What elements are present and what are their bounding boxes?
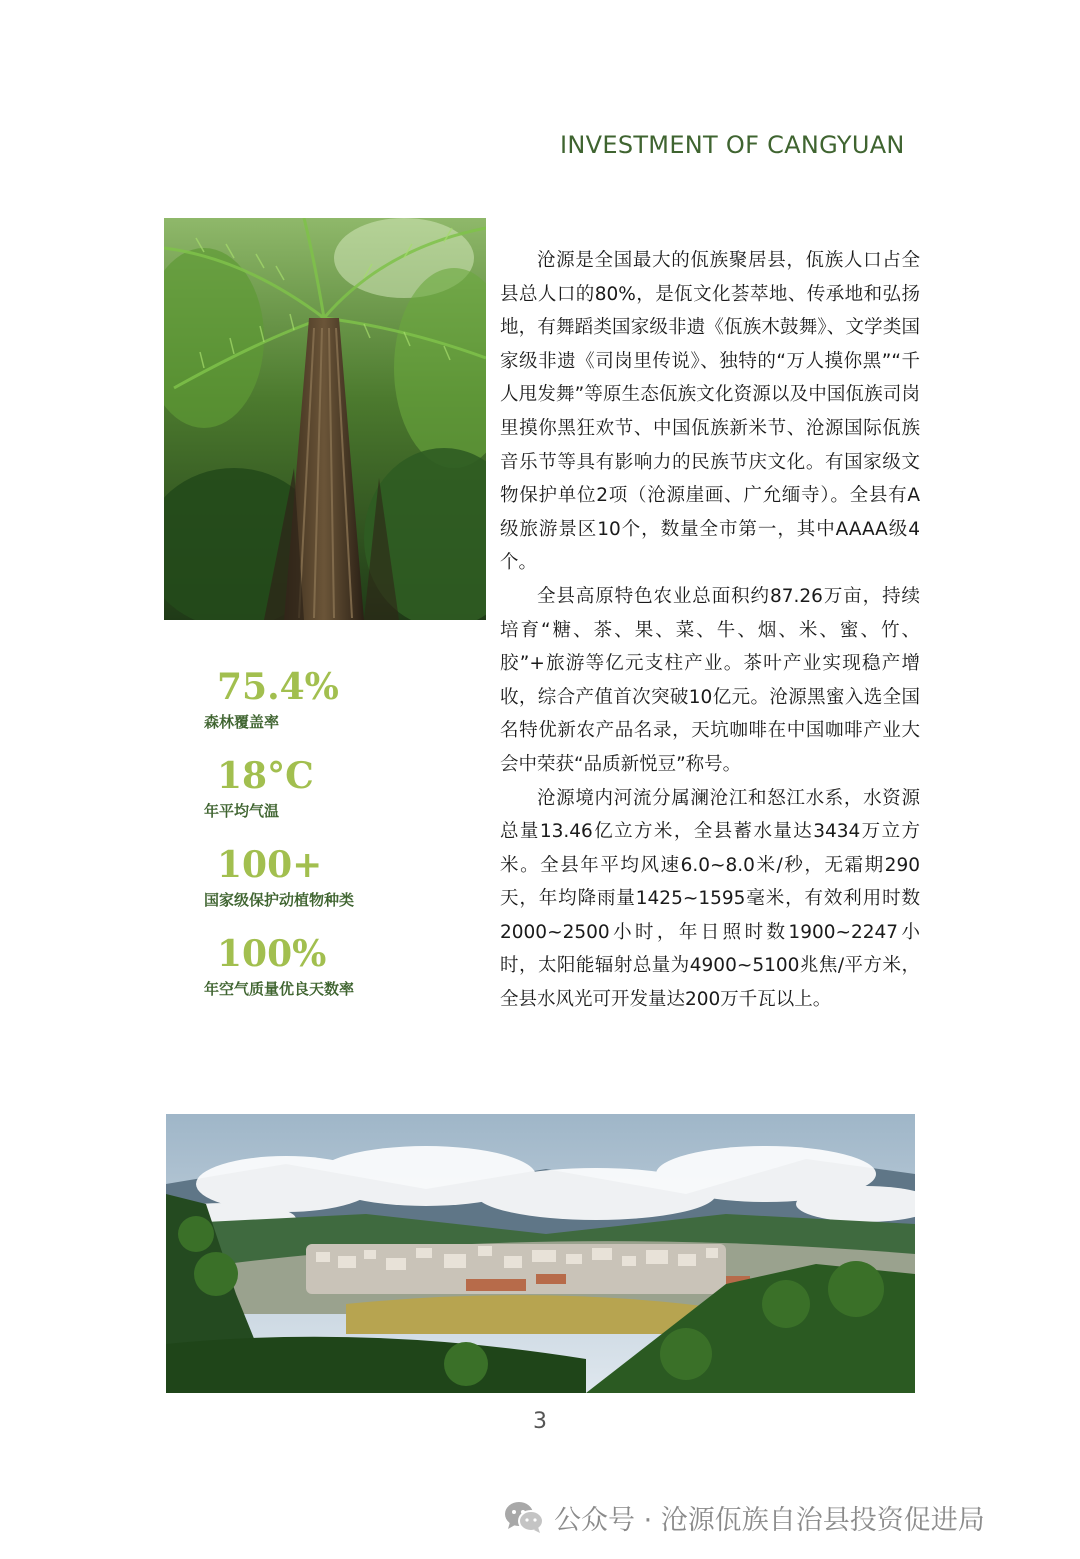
stat-label: 年平均气温 <box>204 802 280 820</box>
footer-source <box>504 1495 985 1539</box>
fern-forest-photo <box>164 218 486 620</box>
stat-protected-species <box>204 841 464 930</box>
paragraph-agriculture: 全县高原特色农业总面积约87.26万亩，持续培育“糖、茶、果、菜、牛、烟、米、蜜、竹、胶”+旅游等亿元支柱产业。茶叶产业实现稳产增收，综合产值首次突破10亿元。沧源黑蜜入选全国名特优新农产品名录，天坑咖啡在中国咖啡产业大会中荣获“品质新悦豆”称号。 <box>500 585 920 775</box>
paragraph-culture: 沧源是全国最大的佤族聚居县，佤族人口占全县总人口的80%，是佤文化荟萃地、传承地和弘扬地，有舞蹈类国家级非遗《佤族木鼓舞》、文学类国家级非遗《司岗里传说》、独特的“万人摸你黑”“千人甩发舞”等原生态佤族文化资源以及中国佤族司岗里摸你黑狂欢节、中国佤族新米节、沧源国际佤族音乐节等具有影响力的民族节庆文化。有国家级文物保护单位2项（沧源崖画、广允缅寺）。全县有A级旅游景区10个，数量全市第一，其中AAAA级4个。 <box>500 250 920 574</box>
stat-label: 森林覆盖率 <box>204 713 280 731</box>
stat-value: 75.4% <box>217 666 339 708</box>
body-text <box>500 244 920 1017</box>
key-statistics <box>204 663 464 1019</box>
stat-value: 100+ <box>217 844 323 886</box>
page-number: 3 <box>533 1409 547 1434</box>
paragraph-resources: 沧源境内河流分属澜沧江和怒江水系，水资源总量13.46亿立方米，全县蓄水量达3434万立方米。全县年平均风速6.0~8.0米/秒，无霜期290天，年均降雨量1425~1595毫米，有效利用时数2000~2500小时，年日照时数1900~2247小时，太阳能辐射总量为4900~5100兆焦/平方米，全县水风光可开发量达200万千瓦以上。 <box>500 787 920 1011</box>
stat-forest-coverage <box>204 663 464 752</box>
stat-air-quality <box>204 930 464 1019</box>
footer-source-text: 公众号 · 沧源佤族自治县投资促进局 <box>554 1504 985 1536</box>
stat-label: 年空气质量优良天数率 <box>204 980 355 998</box>
stat-value: 100% <box>217 933 327 975</box>
stat-value: 18°C <box>217 755 314 797</box>
stat-average-temperature <box>204 752 464 841</box>
page-header-title: INVESTMENT OF CANGYUAN <box>560 131 905 159</box>
wechat-icon <box>504 1500 544 1534</box>
town-valley-panorama-photo <box>166 1114 915 1393</box>
stat-label: 国家级保护动植物种类 <box>204 891 355 909</box>
